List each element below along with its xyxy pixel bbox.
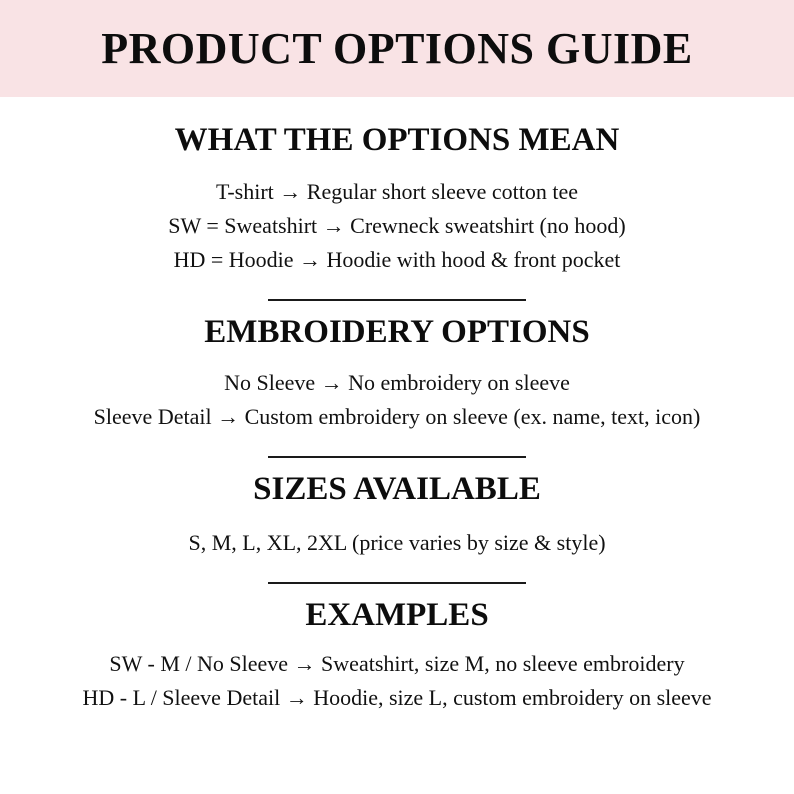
section-line: SW = Sweatshirt → Crewneck sweatshirt (no hood) bbox=[168, 212, 626, 238]
section-heading: SIZES AVAILABLE bbox=[253, 471, 541, 508]
section-lines bbox=[26, 366, 768, 434]
section-line: Sleeve Detail → Custom embroidery on sleeve (ex. name, text, icon) bbox=[93, 404, 701, 430]
section-line: T-shirt → Regular short sleeve cotton tee bbox=[215, 178, 579, 204]
section-lines bbox=[26, 175, 768, 277]
section-embroidery-options bbox=[26, 301, 768, 459]
section-heading: EXAMPLES bbox=[305, 596, 489, 633]
section-sizes-available bbox=[26, 458, 768, 584]
section-line: S, M, L, XL, 2XL (price varies by size & style) bbox=[188, 529, 606, 555]
section-line: HD - L / Sleeve Detail → Hoodie, size L, custom embroidery on sleeve bbox=[82, 685, 712, 711]
section-what-the-options-mean bbox=[26, 97, 768, 301]
section-lines bbox=[26, 647, 768, 715]
title-banner bbox=[0, 0, 794, 97]
section-line: HD = Hoodie → Hoodie with hood & front pocket bbox=[173, 246, 621, 272]
page-title: PRODUCT OPTIONS GUIDE bbox=[101, 23, 693, 73]
section-heading: WHAT THE OPTIONS MEAN bbox=[174, 122, 620, 158]
section-line: No Sleeve → No embroidery on sleeve bbox=[224, 370, 570, 396]
guide-content bbox=[0, 97, 794, 794]
section-examples bbox=[26, 584, 768, 716]
section-heading: EMBROIDERY OPTIONS bbox=[204, 313, 590, 350]
section-lines bbox=[26, 526, 768, 560]
section-line: SW - M / No Sleeve → Sweatshirt, size M, no sleeve embroidery bbox=[109, 651, 685, 677]
